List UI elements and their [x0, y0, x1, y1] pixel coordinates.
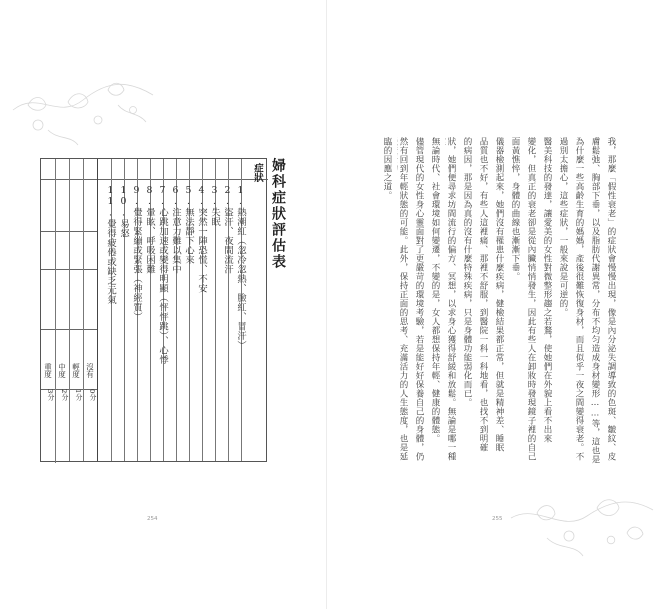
score-level-label: 輕度	[71, 363, 81, 378]
score-level-label: 沒有	[85, 363, 95, 378]
symptom-row-1: 1.熱潮紅（忽冷忽熱、臉紅、冒汗）	[235, 185, 246, 350]
score-value-mild: 1分	[74, 389, 82, 401]
left-page	[0, 0, 327, 609]
score-header-mild	[69, 363, 83, 382]
score-value-moderate: 2分	[60, 389, 68, 401]
text-column-14: 然有回到年輕狀態的可能。此外，保持正面的思考、充滿活力的人生態度，也是延	[398, 137, 408, 461]
text-column-13: 儘管現代的女性身心靈面對了更嚴苛的環境考驗，若是能好好保養自己的身體，仍	[414, 137, 424, 461]
floral-ornament-icon	[507, 478, 655, 568]
text-column-11: 狀，她們便尋求坊間流行的偏方、冥想，以求身心獲得舒緩和放鬆。無論是哪一種	[446, 137, 456, 461]
symptom-row-5: 5.無法靜下心來	[183, 185, 194, 265]
text-column-1: 我，那麼「假性衰老」的症狀會慢慢出現，像是內分泌失調導致的色斑、皺紋、皮	[606, 137, 616, 461]
symptom-row-4: 4.突然一陣恐慌、不安	[196, 185, 207, 293]
text-column-4: 過別太擔心，這些症狀，一般來說是可逆的。	[558, 137, 568, 317]
text-column-5: 醫美科技的發達，讓愛美的女性對微整形趨之若鶩，使她們在外貌上看不出來	[542, 137, 552, 443]
text-column-2: 膚鬆弛、胸部下垂，以及脂肪代謝異常，分布不均匀造成身材變形……等，這也是	[590, 137, 600, 464]
page-number-right: 255	[492, 516, 503, 522]
text-column-8: 儀器檢測起來，她們沒有罹患什麼疾病，健檢結果都正常，但就是精神差、睡眠	[494, 137, 504, 452]
floral-ornament-icon	[8, 50, 158, 170]
symptom-row-9: 9.覺得緊繃或緊張（神經質）	[131, 185, 142, 322]
score-header-moderate	[55, 363, 69, 382]
score-header-severe	[41, 363, 55, 382]
score-header-none	[83, 363, 97, 382]
symptom-row-8: 8.暈眩、呼吸困難	[144, 185, 155, 274]
symptom-row-7: 7.心跳加速或變得明顯（怦怦跳）、心悸	[157, 185, 168, 365]
text-column-3: 為什麼一些高齡生育的媽媽，產後很難恢復身材，而且似乎一夜之間變得衰老。不	[574, 137, 584, 461]
symptom-row-10: 10.易怒	[118, 185, 129, 238]
text-column-12: 無論時代、社會環境如何變遷，不變的是，女人都想保持年輕、健康的體態。	[430, 137, 440, 443]
score-value-severe: 3分	[46, 389, 54, 401]
symptom-column-header: 症狀	[252, 163, 263, 182]
symptom-row-2: 2.盜汗、夜間流汗	[222, 185, 233, 274]
score-level-label: 重度	[43, 363, 53, 378]
text-column-9: 品質也不好，有些人這裡痛、那裡不舒服，到醫院一科一科地看，也找不到明確	[478, 137, 488, 452]
score-level-label: 中度	[57, 363, 67, 378]
body-text	[377, 137, 617, 467]
page-title: 婦科症狀評估表	[270, 158, 286, 270]
symptom-assessment-table	[40, 158, 267, 462]
text-column-6: 變化，但真正的衰老卻是從內臟悄悄發生，因此有些人在卸妝時發現鏡子裡的自己	[526, 137, 536, 461]
symptom-row-3: 3.失眠	[209, 185, 220, 227]
symptom-row-6: 6.注意力難以集中	[170, 185, 181, 274]
text-column-10: 的病因，那是因為真的沒有什麼特殊疾病，只是身體功能弱化而已。	[462, 137, 472, 407]
score-value-none: 0分	[88, 389, 96, 401]
text-column-15: 臨的因應之道。	[382, 137, 392, 200]
text-column-7: 面黃憔悴，身體的曲線也漸漸下垂。	[510, 137, 520, 281]
page-number-left: 254	[147, 516, 158, 522]
symptom-row-11: 11.覺得疲倦或缺乏元氣	[105, 185, 116, 305]
